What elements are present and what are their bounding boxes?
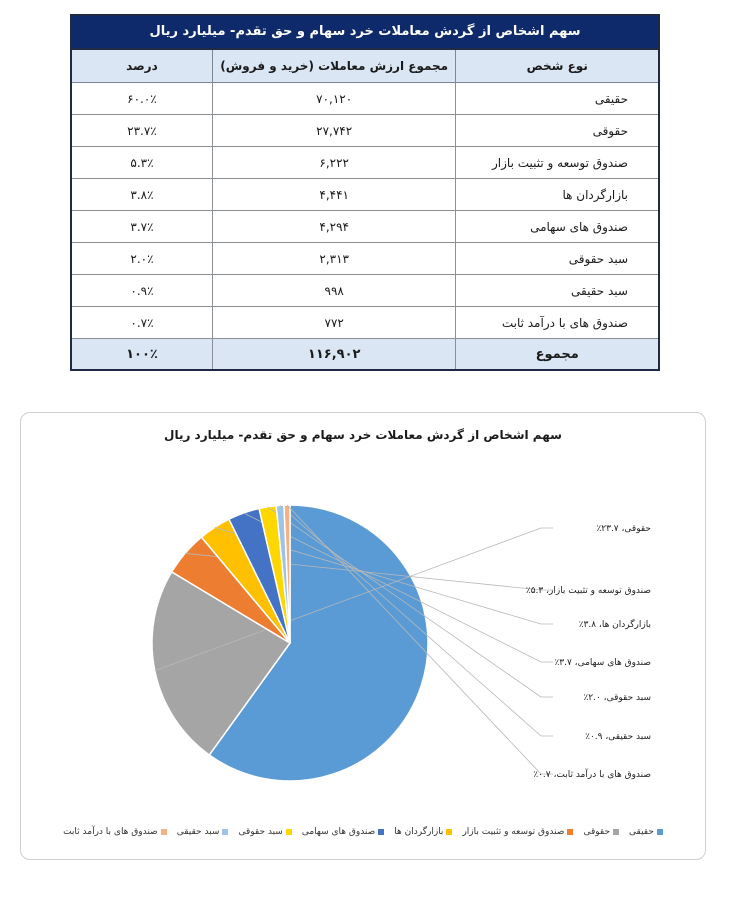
cell-value: ۴,۲۹۴ — [212, 211, 456, 243]
slice-label: صندوق توسعه و تثبیت بازار، ۵.۳٪ — [525, 586, 651, 596]
chart-legend — [21, 827, 705, 837]
total-value: ۱۱۶,۹۰۲ — [212, 339, 456, 371]
cell-value: ۴,۴۴۱ — [212, 179, 456, 211]
legend-label: بازارگردان ها — [394, 827, 444, 837]
legend-item — [629, 827, 663, 837]
cell-percent: ۳.۷٪ — [71, 211, 212, 243]
table-total-row — [71, 339, 659, 371]
header-value: مجموع ارزش معاملات (خرید و فروش) — [212, 49, 456, 83]
table-title: سهم اشخاص از گردش معاملات خرد سهام و حق تقدم- میلیارد ریال — [70, 14, 660, 48]
legend-item — [238, 827, 291, 837]
total-percent: ۱۰۰٪ — [71, 339, 212, 371]
total-type: مجموع — [456, 339, 659, 371]
table-row — [71, 307, 659, 339]
legend-label: صندوق های سهامی — [301, 827, 376, 837]
cell-percent: ۲.۰٪ — [71, 243, 212, 275]
chart-title: سهم اشخاص از گردش معاملات خرد سهام و حق تقدم- میلیارد ریال — [164, 428, 562, 442]
cell-value: ۷۰,۱۲۰ — [212, 83, 456, 115]
slice-label: صندوق های با درآمد ثابت، ۰.۷٪ — [533, 770, 651, 780]
table-row — [71, 179, 659, 211]
legend-swatch — [222, 829, 228, 835]
cell-value: ۲,۳۱۳ — [212, 243, 456, 275]
table-row — [71, 211, 659, 243]
legend-item — [177, 827, 229, 837]
legend-item — [302, 827, 384, 837]
legend-label: حقوقی — [583, 827, 611, 837]
slice-label: سبد حقیقی، ۰.۹٪ — [585, 732, 651, 742]
cell-value: ۹۹۸ — [212, 275, 456, 307]
legend-label: حقیقی — [629, 827, 654, 837]
cell-percent: ۵.۳٪ — [71, 147, 212, 179]
cell-percent: ۰.۷٪ — [71, 307, 212, 339]
slice-label: سبد حقوقی، ۲.۰٪ — [583, 693, 651, 703]
cell-type: صندوق توسعه و تثبیت بازار — [456, 147, 659, 179]
slice-label: صندوق های سهامی، ۳.۷٪ — [554, 658, 651, 668]
table-row — [71, 243, 659, 275]
table-row — [71, 83, 659, 115]
slice-label: بازارگردان ها، ۳.۸٪ — [578, 620, 651, 630]
summary-table — [70, 14, 660, 371]
table-row — [71, 147, 659, 179]
cell-type: بازارگردان ها — [456, 179, 659, 211]
pie-chart — [21, 413, 705, 859]
cell-type: صندوق های با درآمد ثابت — [456, 307, 659, 339]
cell-percent: ۶۰.۰٪ — [71, 83, 212, 115]
cell-percent: ۳.۸٪ — [71, 179, 212, 211]
cell-type: سبد حقیقی — [456, 275, 659, 307]
legend-swatch — [657, 829, 663, 835]
legend-label: صندوق توسعه و تثبیت بازار — [462, 827, 565, 837]
cell-type: سبد حقوقی — [456, 243, 659, 275]
legend-swatch — [161, 829, 167, 835]
legend-label: صندوق های با درآمد ثابت — [63, 827, 158, 837]
header-percent: درصد — [71, 49, 212, 83]
cell-type: حقوقی — [456, 115, 659, 147]
chart-card — [20, 412, 706, 860]
legend-swatch — [286, 829, 292, 835]
legend-label: سبد حقیقی — [176, 827, 220, 837]
legend-item — [583, 827, 619, 837]
cell-value: ۲۷,۷۴۲ — [212, 115, 456, 147]
legend-swatch — [567, 829, 573, 835]
legend-item — [63, 827, 167, 837]
legend-swatch — [446, 829, 452, 835]
table-header-row — [71, 49, 659, 83]
legend-item — [462, 827, 573, 837]
summary-table-container — [70, 14, 660, 371]
cell-percent: ۰.۹٪ — [71, 275, 212, 307]
table-row — [71, 275, 659, 307]
header-type: نوع شخص — [456, 49, 659, 83]
legend-item — [394, 827, 452, 837]
slice-label: حقوقی، ۲۳.۷٪ — [596, 524, 651, 534]
cell-value: ۶,۲۲۲ — [212, 147, 456, 179]
cell-percent: ۲۳.۷٪ — [71, 115, 212, 147]
legend-label: سبد حقوقی — [238, 827, 283, 837]
cell-value: ۷۷۲ — [212, 307, 456, 339]
table-row — [71, 115, 659, 147]
cell-type: حقیقی — [456, 83, 659, 115]
legend-swatch — [613, 829, 619, 835]
legend-swatch — [378, 829, 384, 835]
cell-type: صندوق های سهامی — [456, 211, 659, 243]
